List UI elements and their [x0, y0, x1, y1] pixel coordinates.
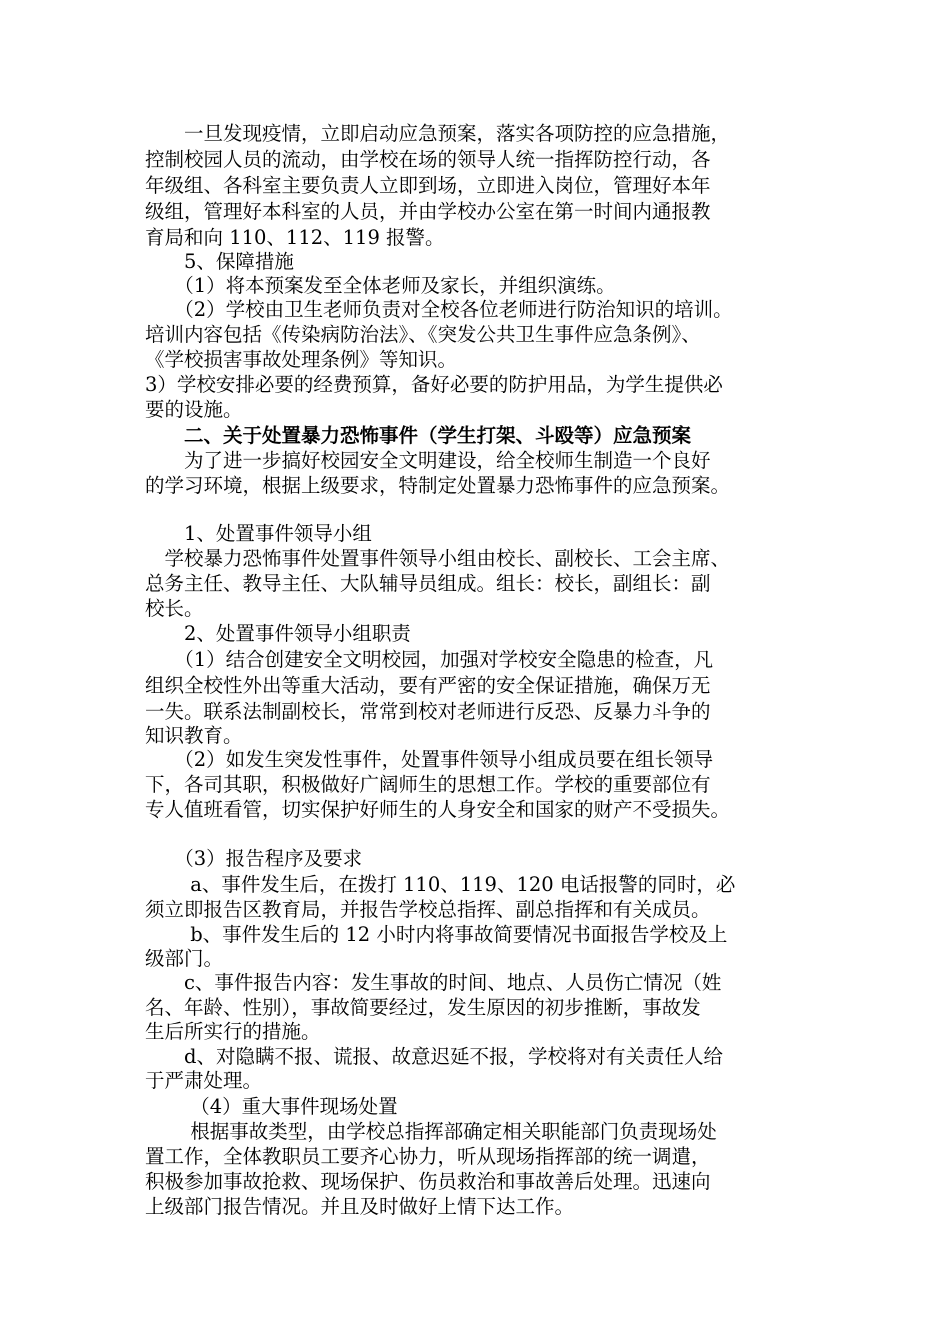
- paragraph-line: 3）学校安排必要的经费预算，备好必要的防护用品，为学生提供必: [145, 373, 723, 396]
- paragraph-line: 级部门。: [145, 947, 224, 970]
- paragraph-line: a、事件发生后，在拨打 110、119、120 电话报警的同时，必: [145, 873, 736, 896]
- paragraph-line: 级组，管理好本科室的人员，并由学校办公室在第一时间内通报教: [145, 200, 711, 223]
- paragraph-line: （1）将本预案发至全体老师及家长，并组织演练。: [145, 274, 616, 297]
- paragraph-line: 上级部门报告情况。并且及时做好上情下达工作。: [145, 1195, 575, 1218]
- section-heading: 1、处置事件领导小组: [145, 522, 372, 545]
- paragraph-line: 学校暴力恐怖事件处置事件领导小组由校长、副校长、工会主席、: [145, 547, 731, 570]
- section-heading: 2、处置事件领导小组职责: [145, 622, 411, 645]
- section-heading: （4）重大事件现场处置: [145, 1095, 398, 1118]
- paragraph-line: 为了进一步搞好校园安全文明建设，给全校师生制造一个良好: [145, 449, 711, 472]
- paragraph-line: 须立即报告区教育局，并报告学校总指挥、副总指挥和有关成员。: [145, 898, 711, 921]
- paragraph-line: （1）结合创建安全文明校园，加强对学校安全隐患的检查，凡: [145, 648, 714, 671]
- paragraph-line: b、事件发生后的 12 小时内将事故简要情况书面报告学校及上: [145, 923, 728, 946]
- paragraph-line: 根据事故类型，由学校总指挥部确定相关职能部门负责现场处: [145, 1120, 717, 1143]
- paragraph-line: 要的设施。: [145, 398, 243, 421]
- paragraph-line: 于严肃处理。: [145, 1069, 263, 1092]
- paragraph-line: 下，各司其职，积极做好广阔师生的思想工作。学校的重要部位有: [145, 773, 711, 796]
- paragraph-line: （2）学校由卫生老师负责对全校各位老师进行防治知识的培训。: [145, 298, 733, 321]
- paragraph-line: 一失。联系法制副校长，常常到校对老师进行反恐、反暴力斗争的: [145, 700, 711, 723]
- paragraph-line: 年级组、各科室主要负责人立即到场，立即进入岗位，管理好本年: [145, 174, 711, 197]
- paragraph-line: 专人值班看管，切实保护好师生的人身安全和国家的财产不受损失。: [145, 798, 731, 821]
- paragraph-line: 一旦发现疫情，立即启动应急预案，落实各项防控的应急措施，: [145, 122, 731, 145]
- paragraph-line: 积极参加事故抢救、现场保护、伤员救治和事故善后处理。迅速向: [145, 1170, 711, 1193]
- paragraph-line: 《学校损害事故处理条例》等知识。: [145, 348, 458, 371]
- section-heading: （3）报告程序及要求: [145, 847, 363, 870]
- section-heading: 5、保障措施: [145, 250, 294, 273]
- paragraph-line: d、对隐瞒不报、谎报、故意迟延不报，学校将对有关责任人给: [145, 1045, 723, 1068]
- paragraph-line: 育局和向 110、112、119 报警。: [145, 226, 445, 249]
- paragraph-line: 名、年龄、性别），事故简要经过，发生原因的初步推断，事故发: [145, 996, 701, 1019]
- paragraph-line: 校长。: [145, 597, 204, 620]
- paragraph-line: 控制校园人员的流动，由学校在场的领导人统一指挥防控行动，各: [145, 148, 711, 171]
- paragraph-line: 培训内容包括《传染病防治法》、《突发公共卫生事件应急条例》、: [145, 323, 701, 346]
- paragraph-line: 组织全校性外出等重大活动，要有严密的安全保证措施，确保万无: [145, 674, 711, 697]
- paragraph-line: c、事件报告内容：发生事故的时间、地点、人员伤亡情况（姓: [145, 971, 722, 994]
- paragraph-line: 的学习环境，根据上级要求，特制定处置暴力恐怖事件的应急预案。: [145, 474, 731, 497]
- paragraph-line: 置工作，全体教职员工要齐心协力，听从现场指挥部的统一调遣，: [145, 1145, 711, 1168]
- paragraph-line: 生后所实行的措施。: [145, 1020, 321, 1043]
- paragraph-line: 知识教育。: [145, 724, 243, 747]
- paragraph-line: 总务主任、教导主任、大队辅导员组成。组长：校长，副组长：副: [145, 572, 711, 595]
- chapter-heading: 二、关于处置暴力恐怖事件（学生打架、斗殴等）应急预案: [145, 424, 692, 447]
- paragraph-line: （2）如发生突发性事件，处置事件领导小组成员要在组长领导: [145, 748, 714, 771]
